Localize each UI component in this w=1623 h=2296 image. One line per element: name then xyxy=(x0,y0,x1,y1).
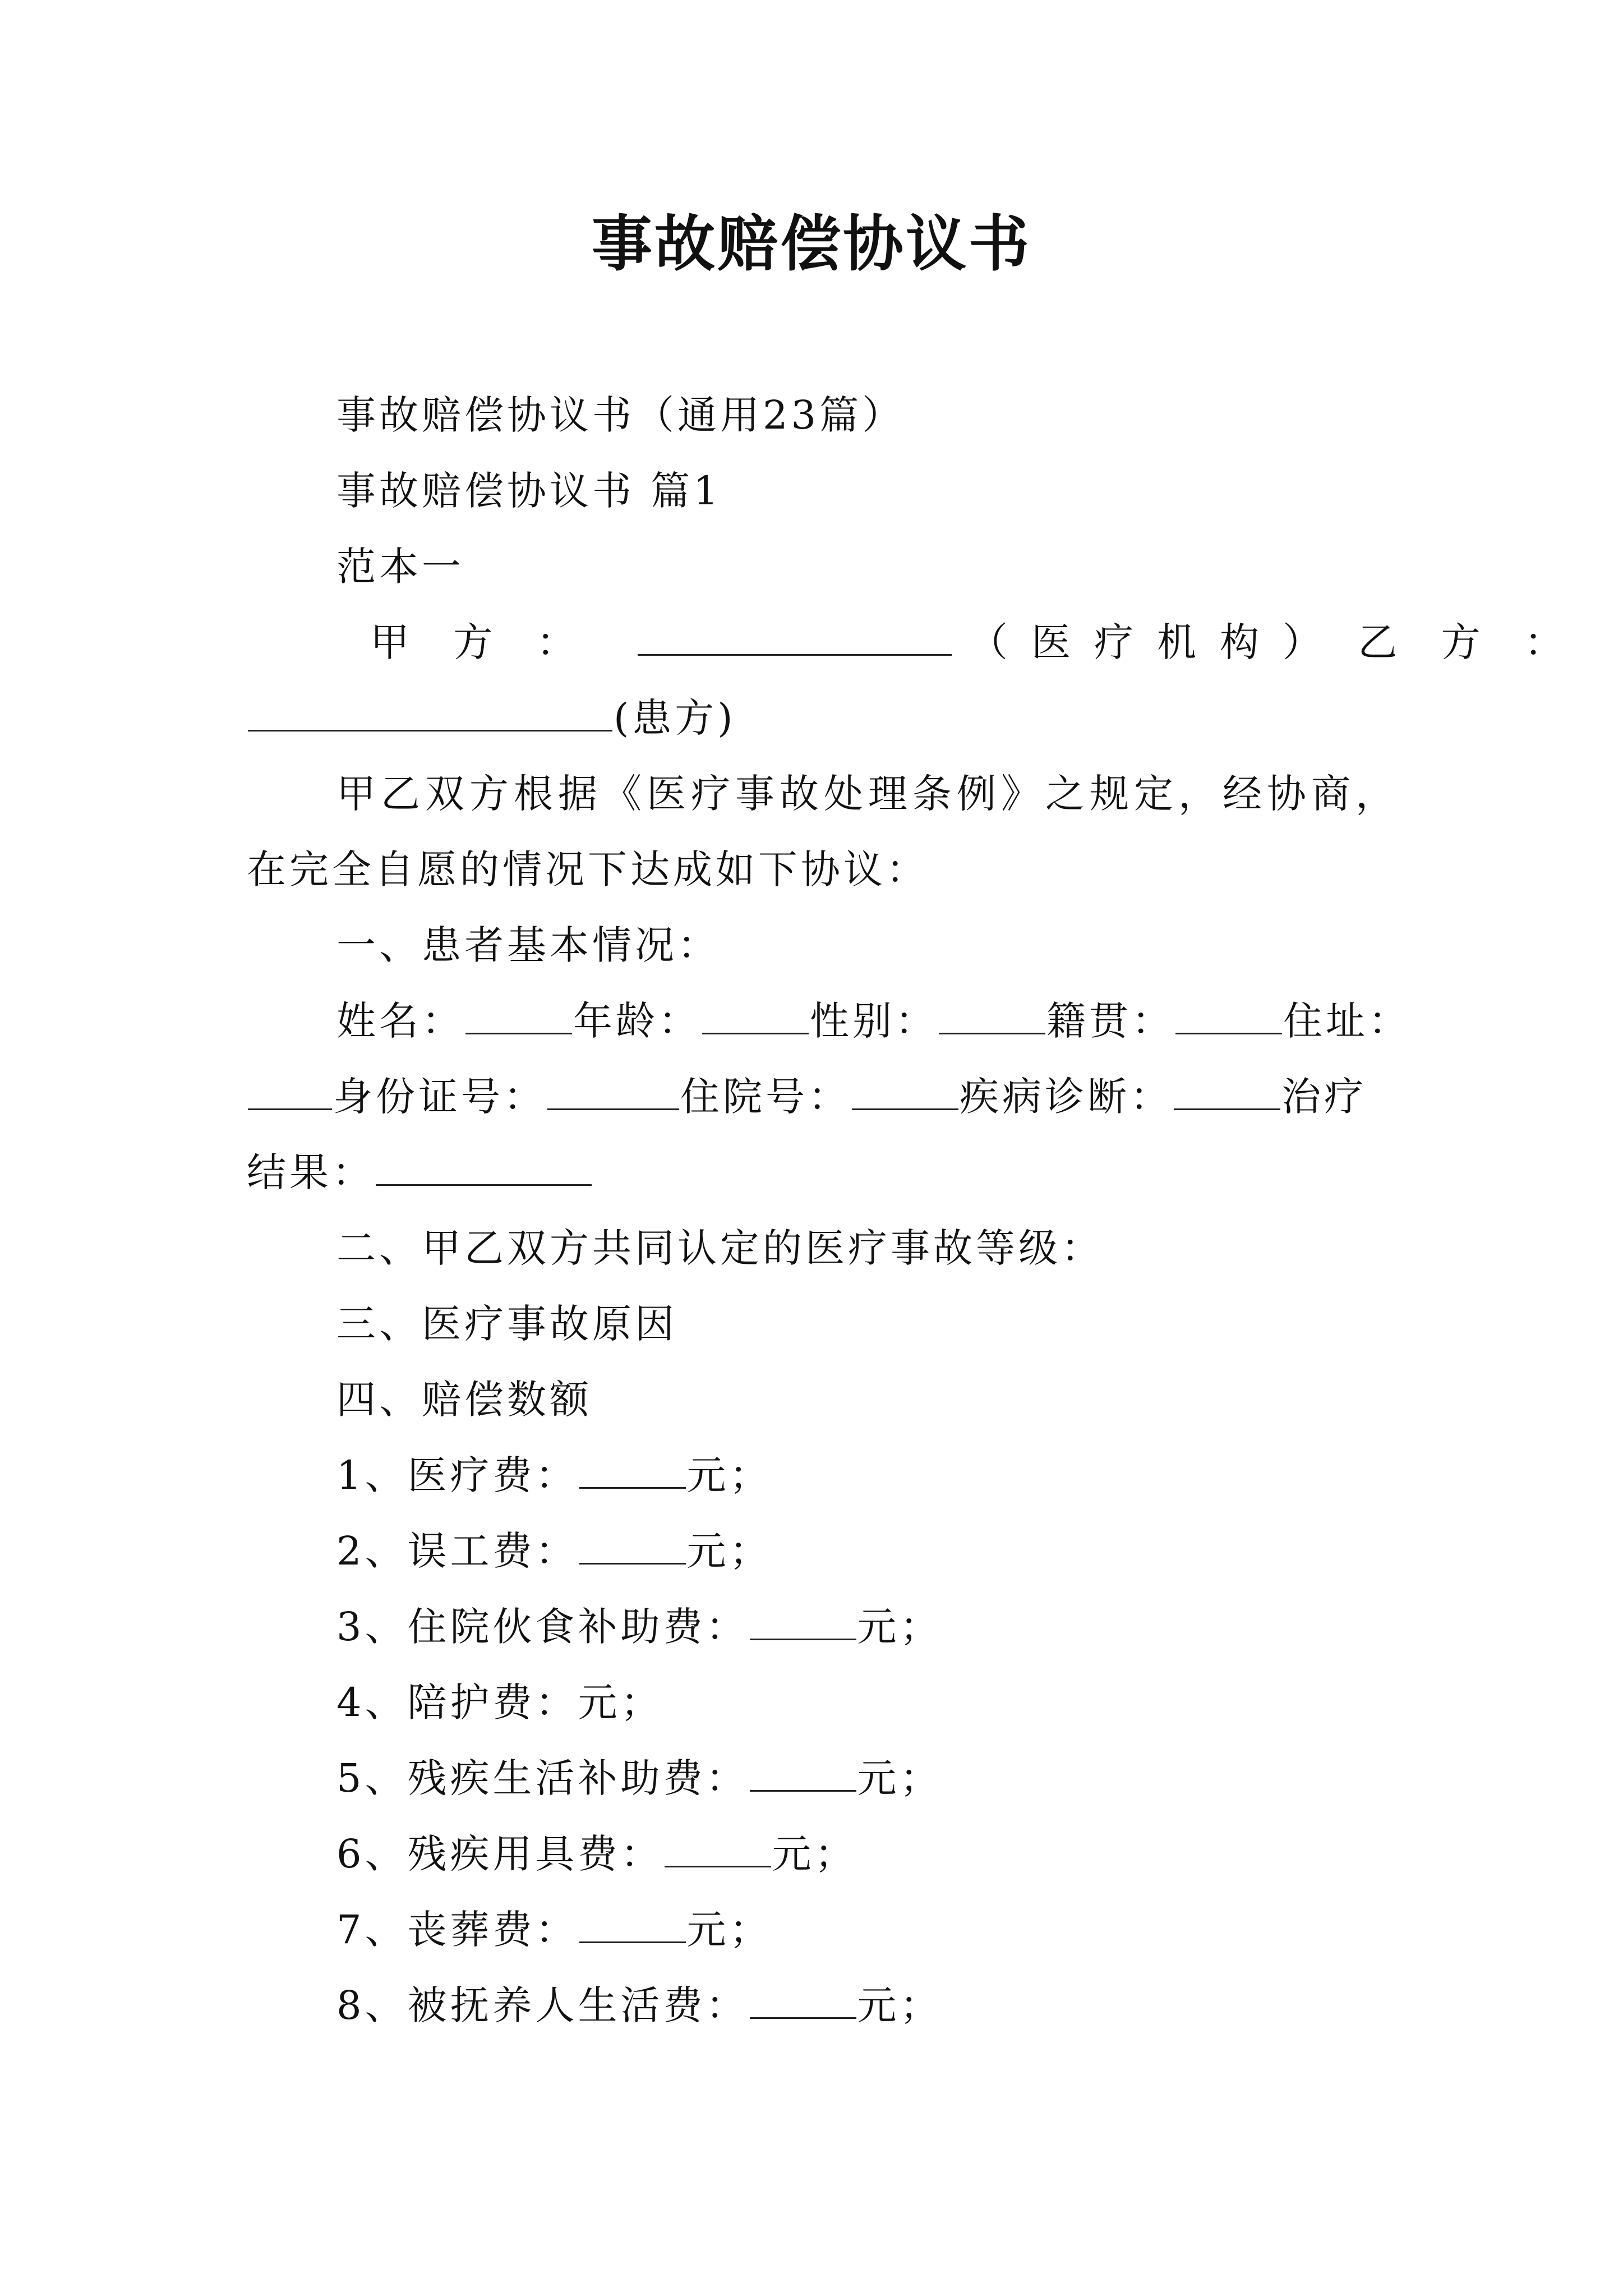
amount-blank xyxy=(665,1865,771,1867)
compensation-item xyxy=(336,1674,663,1731)
field-treatment-label-b: 结果： xyxy=(247,1149,375,1195)
item-unit: 元； xyxy=(857,1982,943,2028)
item-label: 6、残疾用具费： xyxy=(336,1831,663,1877)
field-gender-blank xyxy=(939,1032,1045,1034)
compensation-item xyxy=(336,1902,772,1958)
field-id-blank xyxy=(547,1108,679,1110)
field-age-label: 年龄： xyxy=(573,998,701,1044)
party-a-blank xyxy=(638,654,952,656)
field-diagnosis-blank xyxy=(1174,1108,1280,1110)
amount-blank xyxy=(750,1789,856,1792)
compensation-item xyxy=(336,1599,943,1655)
field-treatment-blank xyxy=(376,1184,592,1186)
field-origin-blank xyxy=(1175,1032,1282,1034)
field-address-label: 住址： xyxy=(1283,998,1411,1044)
amount-blank xyxy=(750,2017,856,2019)
field-id-label: 身份证号： xyxy=(333,1074,546,1120)
section-3-heading: 三、医疗事故原因 xyxy=(336,1301,677,1347)
field-origin-label: 籍贯： xyxy=(1046,998,1174,1044)
section-4-heading: 四、赔偿数额 xyxy=(336,1377,592,1423)
section-1-heading: 一、患者基本情况： xyxy=(336,922,720,968)
field-admission-blank xyxy=(852,1108,958,1110)
item-label: 3、住院伙食补助费： xyxy=(336,1604,749,1650)
party-b-note: (患方) xyxy=(614,695,736,741)
document-title: 事故赔偿协议书 xyxy=(591,209,1031,279)
field-diagnosis-label: 疾病诊断： xyxy=(960,1074,1173,1120)
compensation-item xyxy=(336,1750,943,1806)
item-label: 4、陪护费：元； xyxy=(336,1680,663,1726)
field-treatment-label-a: 治疗 xyxy=(1281,1074,1367,1120)
field-gender-label: 性别： xyxy=(810,998,938,1044)
compensation-item xyxy=(336,1977,943,2033)
chapter-heading: 事故赔偿协议书 篇1 xyxy=(336,468,722,514)
item-label: 5、残疾生活补助费： xyxy=(336,1755,749,1801)
item-unit: 元； xyxy=(857,1755,943,1801)
amount-blank xyxy=(579,1487,686,1489)
field-name-blank xyxy=(465,1032,572,1034)
party-b-blank xyxy=(248,729,612,731)
patient-fields-line-2 xyxy=(247,1069,1367,1125)
compensation-item xyxy=(336,1826,857,1882)
party-a-label: 甲 方 ： xyxy=(370,619,592,665)
sample-heading: 范本一 xyxy=(336,544,464,590)
intro-line-2: 在完全自愿的情况下达成如下协议： xyxy=(247,846,929,892)
item-label: 1、医疗费： xyxy=(336,1452,578,1498)
item-unit: 元； xyxy=(857,1604,943,1650)
parties-line xyxy=(370,614,1579,670)
patient-fields-line-1 xyxy=(336,993,1411,1049)
item-label: 8、被抚养人生活费： xyxy=(336,1982,749,2028)
amount-blank xyxy=(579,1941,686,1943)
item-label: 7、丧葬费： xyxy=(336,1907,578,1953)
amount-blank xyxy=(579,1562,686,1565)
field-address-blank xyxy=(248,1108,332,1110)
patient-fields-line-3 xyxy=(247,1144,593,1200)
field-age-blank xyxy=(702,1032,809,1034)
compensation-item xyxy=(336,1447,772,1503)
item-unit: 元； xyxy=(686,1452,772,1498)
item-unit: 元； xyxy=(686,1528,772,1574)
section-2-heading: 二、甲乙双方共同认定的医疗事故等级： xyxy=(336,1225,1104,1271)
field-name-label: 姓名： xyxy=(336,998,464,1044)
intro-line-1: 甲乙双方根据《医疗事故处理条例》之规定，经协商， xyxy=(336,771,1400,817)
item-label: 2、误工费： xyxy=(336,1528,578,1574)
party-a-note: （医疗机构） xyxy=(969,619,1346,665)
party-b-label: 乙 方 ： xyxy=(1358,619,1579,665)
field-admission-label: 住院号： xyxy=(680,1074,851,1120)
subtitle: 事故赔偿协议书（通用23篇） xyxy=(336,392,905,438)
party-b-line xyxy=(247,690,736,746)
amount-blank xyxy=(750,1638,856,1640)
item-unit: 元； xyxy=(772,1831,857,1877)
item-unit: 元； xyxy=(686,1907,772,1953)
compensation-item xyxy=(336,1523,772,1579)
